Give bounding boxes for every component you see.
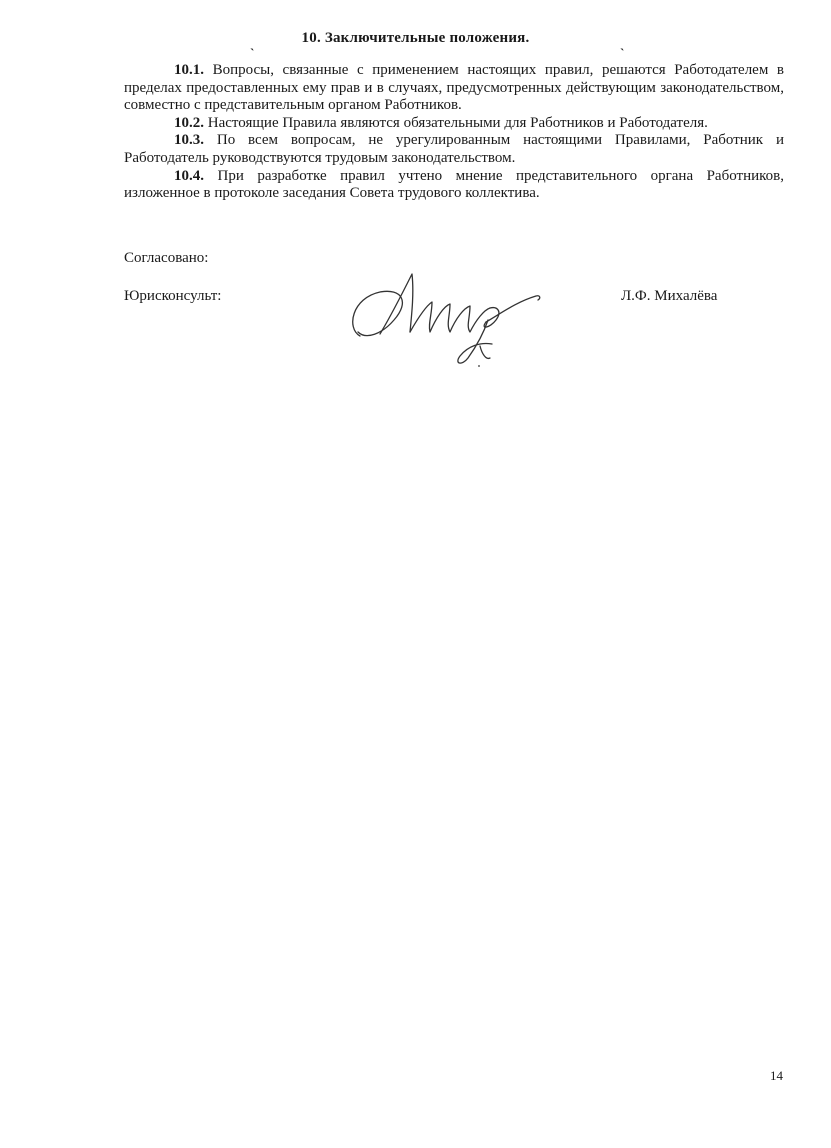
paragraph-10-1 <box>124 62 784 115</box>
paragraph-number: 10.1. <box>174 62 204 78</box>
paragraph-number: 10.4. <box>174 167 204 184</box>
paragraph-text: По всем вопросам, не урегулированным настоящими Правилами, Работник и Работодатель руководствуются трудовым законодательством. <box>124 132 784 166</box>
paragraph-10-2 <box>124 115 784 133</box>
agreed-label: Согласовано: <box>124 250 209 266</box>
scan-mark: ˎ <box>250 36 255 51</box>
paragraph-text: Вопросы, связанные с применением настоящих правил, решаются Работодателем в пределах предоставленных ему прав и в случаях, предусмотренных действующим законодательством, совместно с представительным органом Работников. <box>124 62 784 114</box>
signatory-role: Юрисконсульт: <box>124 288 222 304</box>
document-body <box>124 62 784 203</box>
paragraph-text: Настоящие Правила являются обязательными для Работников и Работодателя. <box>204 114 708 131</box>
paragraph-number: 10.2. <box>174 114 204 131</box>
paragraph-10-3 <box>124 132 784 167</box>
paragraph-number: 10.3. <box>174 132 204 149</box>
section-title: 10. Заключительные положения. <box>301 30 530 46</box>
paragraph-10-4 <box>124 168 784 203</box>
handwritten-signature <box>340 262 550 374</box>
page-number: 14 <box>770 1068 783 1083</box>
scan-mark: ˎ <box>620 36 625 51</box>
paragraph-text: При разработке правил учтено мнение представительного органа Работников, изложенное в протоколе заседания Совета трудового коллектива. <box>124 167 784 202</box>
signatory-name: Л.Ф. Михалёва <box>621 288 718 304</box>
